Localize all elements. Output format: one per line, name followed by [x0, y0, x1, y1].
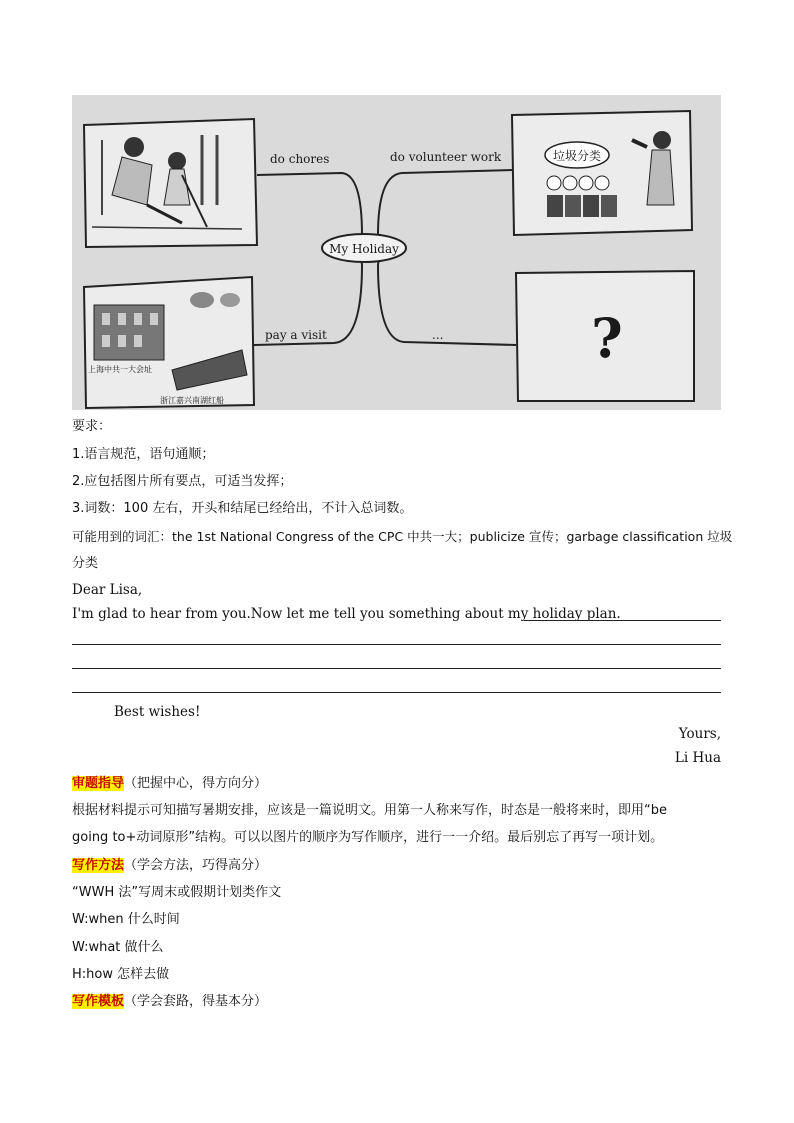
letter-closing: Best wishes! — [114, 704, 201, 720]
requirement-2: 2.应包括图片所有要点，可适当发挥； — [72, 474, 293, 489]
guide-heading-2-note: （学会方法，巧得高分） — [124, 858, 268, 873]
letter-signature: Li Hua — [674, 750, 721, 766]
answer-line-1[interactable] — [524, 620, 721, 621]
answer-line-3[interactable] — [72, 668, 721, 669]
answer-line-4[interactable] — [72, 692, 721, 693]
guide-heading-2 — [72, 857, 267, 875]
guide-heading-1 — [72, 775, 267, 793]
mind-map-figure — [72, 95, 721, 410]
caption-jiaxing: 浙江嘉兴南湖红船 — [160, 396, 224, 405]
requirement-3: 3.词数：100 左右，开头和结尾已经给出，不计入总词数。 — [72, 501, 413, 516]
guide-para-1-line-1: 根据材料提示可知描写暑期安排，应该是一篇说明文。用第一人称来写作，时态是一般将来时，即用“be — [72, 803, 667, 818]
guide-heading-3 — [72, 993, 267, 1011]
branch-label-volunteer: do volunteer work — [390, 150, 502, 164]
branch-label-visit: pay a visit — [265, 328, 327, 342]
visit-picture — [84, 277, 254, 408]
letter-greeting: Dear Lisa, — [72, 582, 143, 598]
letter-opening: I'm glad to hear from you.Now let me tell you something about my holiday plan. — [72, 606, 621, 622]
method-title: “WWH 法”写周末或假期计划类作文 — [72, 885, 282, 900]
guide-heading-3-note: （学会套路，得基本分） — [124, 994, 268, 1009]
mind-map-drawing — [72, 95, 721, 410]
guide-heading-2-label: 写作方法 — [72, 858, 125, 873]
center-label: My Holiday — [329, 242, 399, 256]
branch-label-more: ... — [432, 328, 444, 342]
letter-sign-off: Yours, — [678, 726, 721, 742]
guide-heading-1-label: 审题指导 — [72, 776, 125, 791]
vocab-line-2: 分类 — [72, 556, 99, 571]
answer-line-2[interactable] — [72, 644, 721, 645]
guide-heading-1-note: （把握中心，得方向分） — [124, 776, 268, 791]
vocab-line-1: 可能用到的词汇：the 1st National Congress of the CPC 中共一大；publicize 宣传；garbage classification 垃圾 — [72, 529, 733, 544]
garbage-sign-text: 垃圾分类 — [552, 149, 602, 163]
guide-heading-3-label: 写作模板 — [72, 994, 125, 1009]
question-mark: ? — [591, 306, 623, 370]
requirements-heading: 要求： — [72, 419, 112, 434]
question-box — [516, 271, 694, 401]
method-when: W:when 什么时间 — [72, 912, 180, 927]
caption-shanghai: 上海中共一大会址 — [88, 365, 152, 374]
method-what: W:what 做什么 — [72, 940, 164, 955]
guide-para-1-line-2: going to+动词原形”结构。可以以图片的顺序为写作顺序，进行一一介绍。最后别忘了再写一项计划。 — [72, 830, 664, 845]
volunteer-picture — [512, 111, 692, 235]
branch-label-chores: do chores — [270, 152, 330, 166]
method-how: H:how 怎样去做 — [72, 967, 170, 982]
requirement-1: 1.语言规范，语句通顺； — [72, 447, 215, 462]
chores-picture — [84, 119, 257, 247]
